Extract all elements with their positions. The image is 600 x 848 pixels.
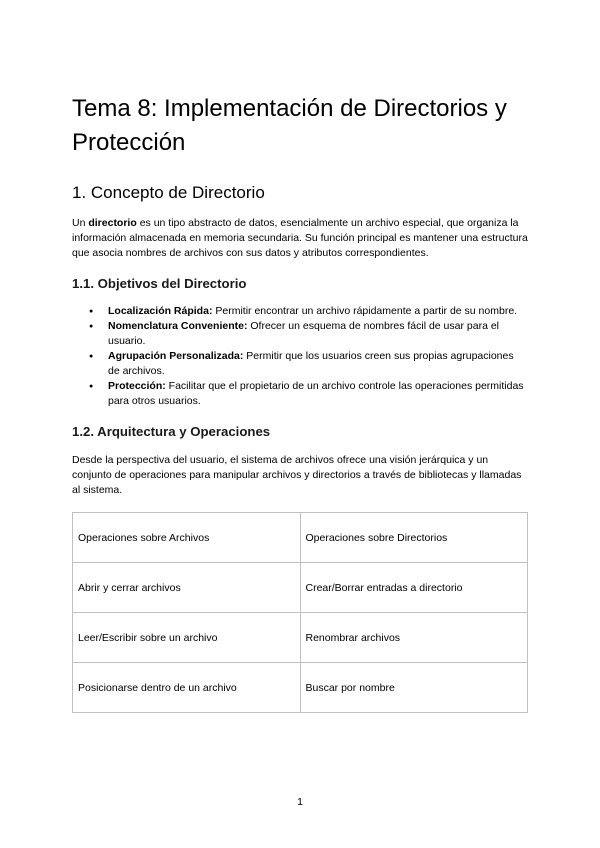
table-cell: Posicionarse dentro de un archivo [73, 663, 301, 713]
table-cell: Operaciones sobre Archivos [73, 513, 301, 563]
intro-term: directorio [88, 217, 137, 229]
list-item-term: Agrupación Personalizada: [108, 350, 244, 362]
list-item-term: Localización Rápida: [108, 305, 213, 317]
table-cell: Buscar por nombre [300, 663, 528, 713]
table-row [73, 563, 528, 613]
list-item-text: Permitir que los usuarios creen sus propias agrupaciones de archivos. [108, 350, 514, 377]
list-item [108, 304, 528, 319]
subsection-heading-objetivos: 1.1. Objetivos del Directorio [72, 276, 247, 291]
table-row [73, 613, 528, 663]
table-cell: Leer/Escribir sobre un archivo [73, 613, 301, 663]
operations-table [72, 512, 528, 713]
table-row [73, 663, 528, 713]
list-item [108, 379, 528, 409]
list-item-term: Protección: [108, 380, 166, 392]
intro-paragraph [72, 216, 528, 261]
list-item [108, 319, 528, 349]
list-item-text: Ofrecer un esquema de nombres fácil de usar para el usuario. [108, 320, 500, 347]
objectives-list [72, 304, 528, 409]
subsection-heading-arquitectura: 1.2. Arquitectura y Operaciones [72, 424, 271, 439]
list-item-term: Nomenclatura Conveniente: [108, 320, 248, 332]
list-item-text: Permitir encontrar un archivo rápidamente a partir de su nombre. [212, 305, 518, 317]
intro-rest: es un tipo abstracto de datos, esencialmente un archivo especial, que organiza la información almacenada en memoria secundaria. Su función principal es mantener una estructura que asocia nombres de archivos con sus datos y atributos correspondientes. [72, 217, 528, 259]
list-item-text: Facilitar que el propietario de un archivo controle las operaciones permitidas para otros usuarios. [108, 380, 524, 407]
table-cell: Abrir y cerrar archivos [73, 563, 301, 613]
table-row [73, 513, 528, 563]
document-title: Tema 8: Implementación de Directorios y Protección [72, 95, 507, 156]
table-cell: Operaciones sobre Directorios [300, 513, 528, 563]
list-item [108, 349, 528, 379]
page-number: 1 [297, 796, 303, 808]
table-cell: Crear/Borrar entradas a directorio [300, 563, 528, 613]
document-content [72, 92, 528, 713]
intro-prefix: Un [72, 217, 89, 229]
section-heading-concepto: 1. Concepto de Directorio [72, 183, 265, 202]
architecture-paragraph: Desde la perspectiva del usuario, el sistema de archivos ofrece una visión jerárquica y un conjunto de operaciones para manipular archivos y directorios a través de bibliotecas y llamadas al sistema. [72, 454, 522, 496]
table-cell: Renombrar archivos [300, 613, 528, 663]
